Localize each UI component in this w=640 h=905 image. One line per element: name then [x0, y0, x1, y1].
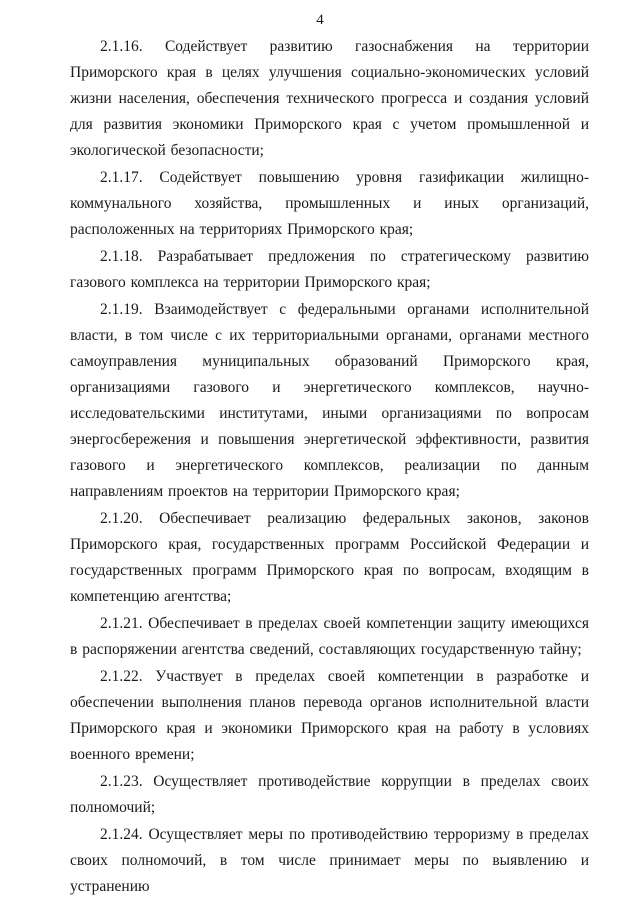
paragraph-2-1-21: 2.1.21. Обеспечивает в пределах своей компетенции защиту имеющихся в распоряжении агентства сведений, составляющих государственную тайну; — [70, 615, 589, 658]
paragraph-2-1-17: 2.1.17. Содействует повышению уровня газификации жилищно-коммунального хозяйства, промышленных и иных организаций, расположенных на территориях Приморского края; — [70, 169, 589, 238]
paragraph-2-1-16: 2.1.16. Содействует развитию газоснабжения на территории Приморского края в целях улучшения социально-экономических условий жизни населения, обеспечения технического прогресса и создания условий для развития экономики Приморского края с учетом промышленной и экологической безопасности; — [70, 38, 589, 159]
document-body — [70, 34, 589, 901]
page-number: 4 — [316, 12, 324, 28]
paragraph-2-1-19: 2.1.19. Взаимодействует с федеральными органами исполнительной власти, в том числе с их территориальными органами, органами местного самоуправления муниципальных образований Приморского края, организациями газового и энергетического комплексов, научно-исследовательскими институтами, иными организациями по вопросам энергосбережения и повышения энергетической эффективности, развития газового и энергетического комплексов, реализации по данным направлениям проектов на территории Приморского края; — [70, 301, 589, 500]
paragraph-2-1-18: 2.1.18. Разрабатывает предложения по стратегическому развитию газового комплекса на территории Приморского края; — [70, 248, 589, 291]
paragraph-2-1-24: 2.1.24. Осуществляет меры по противодействию терроризму в пределах своих полномочий, в том числе принимает меры по выявлению и устранению — [70, 826, 589, 895]
paragraph-2-1-23: 2.1.23. Осуществляет противодействие коррупции в пределах своих полномочий; — [70, 773, 589, 816]
paragraph-2-1-22: 2.1.22. Участвует в пределах своей компетенции в разработке и обеспечении выполнения планов перевода органов исполнительной власти Приморского края и экономики Приморского края на работу в условиях военного времени; — [70, 668, 589, 763]
paragraph-2-1-20: 2.1.20. Обеспечивает реализацию федеральных законов, законов Приморского края, государственных программ Российской Федерации и государственных программ Приморского края по вопросам, входящим в компетенцию агентства; — [70, 510, 589, 605]
